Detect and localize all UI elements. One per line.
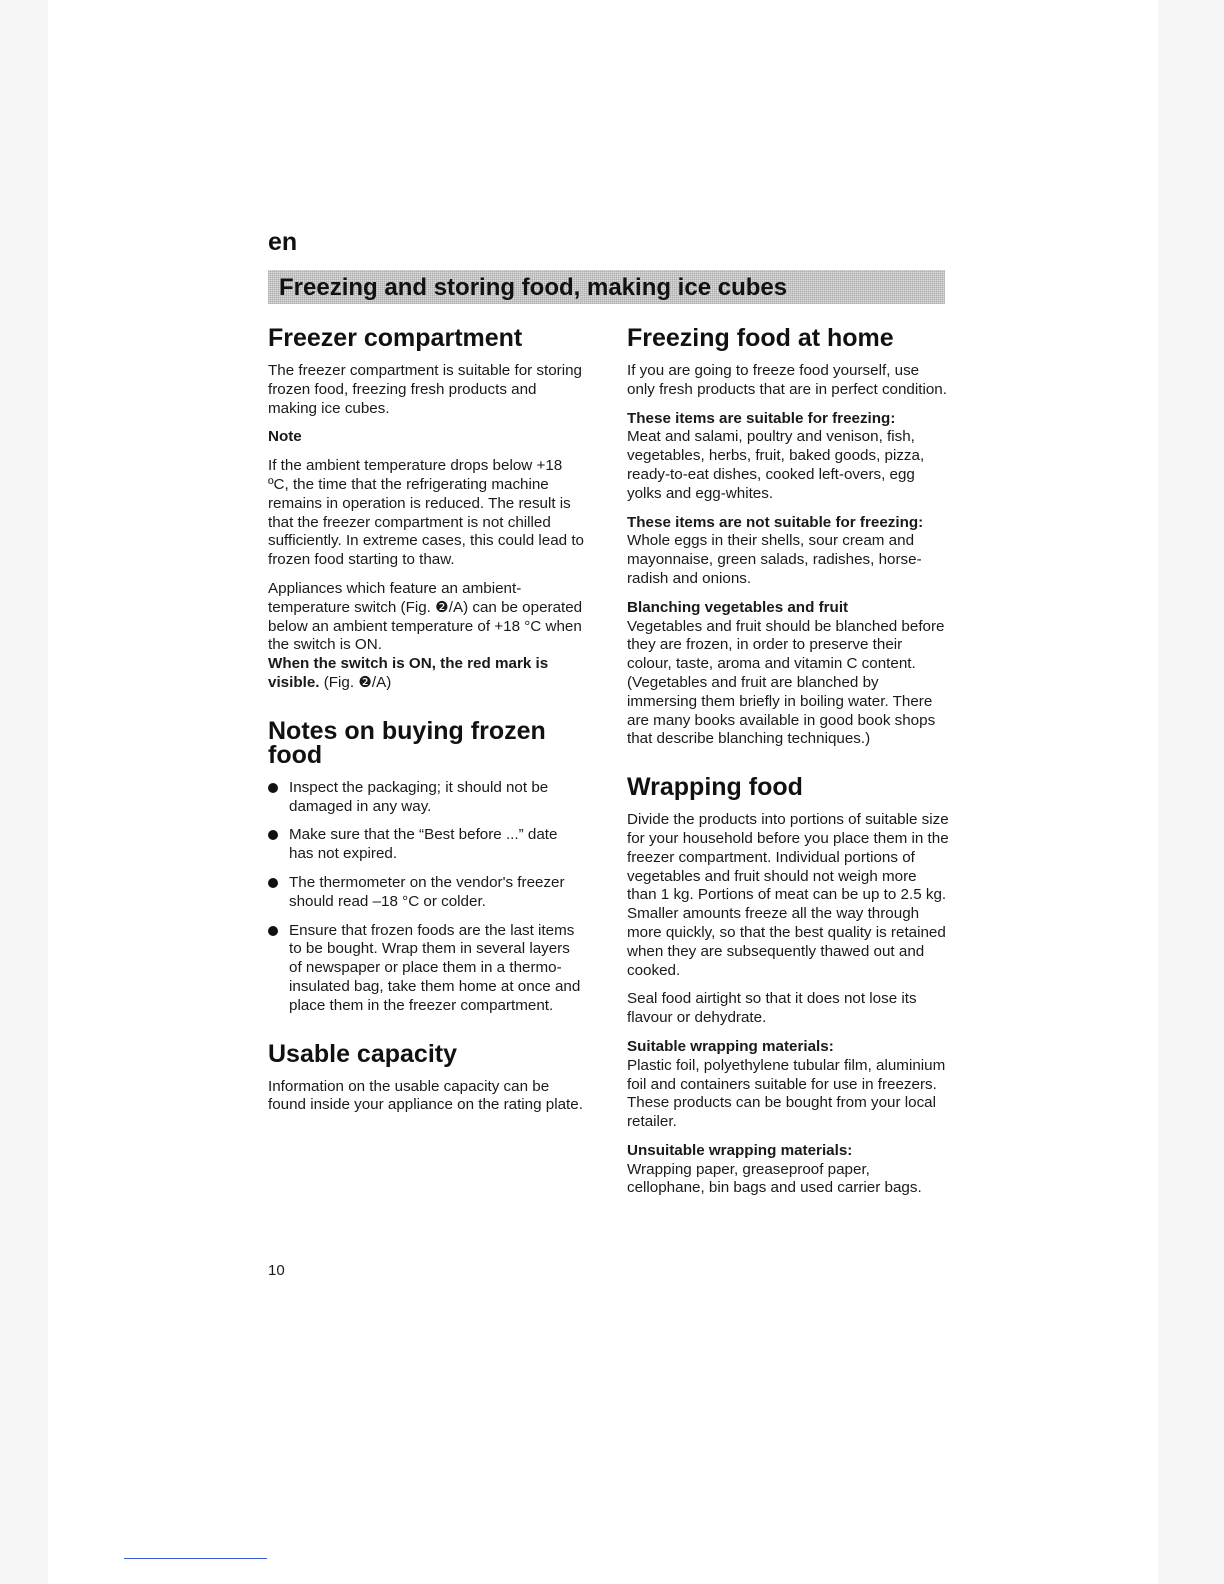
language-code: en — [268, 228, 298, 256]
bullet-icon — [268, 783, 278, 793]
bullet-icon — [268, 830, 278, 840]
unsuitable-freezing — [627, 514, 949, 589]
blanching-text: Vegetables and fruit should be blanched before they are frozen, in order to preserve their colour, taste, aroma and vitamin C content. (Vegetables and fruit are blanched by immersing them briefly in boiling water. There are many books available in good book shops that describe blanching techniques.) — [627, 617, 945, 748]
suitable-freezing — [627, 410, 949, 504]
buying-frozen-food-heading: Notes on buying frozen food — [268, 716, 546, 769]
unsuitable-freezing-text: Whole eggs in their shells, sour cream and mayonnaise, green salads, radishes, horse-radish and onions. — [627, 532, 922, 587]
freezing-at-home-heading: Freezing food at home — [627, 324, 894, 352]
suitable-freezing-label: These items are suitable for freezing: — [627, 409, 896, 427]
suitable-wrapping-label: Suitable wrapping materials: — [627, 1037, 834, 1055]
banner-title: Freezing and storing food, making ice cubes — [279, 274, 788, 301]
left-column — [268, 326, 586, 1125]
note-text: If the ambient temperature drops below +18 ºC, the time that the refrigerating machine remains in operation is reduced. The result is that the freezer compartment is not chilled sufficiently. In extreme cases, this could lead to frozen food starting to thaw. — [268, 457, 584, 569]
unsuitable-wrapping-label: Unsuitable wrapping materials: — [627, 1141, 853, 1159]
wrapping-intro: Divide the products into portions of suitable size for your household before you place them in the freezer compartment. Individual portions of vegetables and fruit should not weigh more than 1 kg. Portions of meat can be up to 2.5 kg. Smaller amounts freeze all the way through more quickly, so that the best quality is retained when they are subsequently thawed out and cooked. — [627, 811, 949, 979]
wrapping-food-heading: Wrapping food — [627, 773, 803, 802]
right-column — [627, 326, 949, 1208]
switch-paragraph — [268, 580, 586, 693]
section-banner — [268, 270, 945, 304]
bullet-icon — [268, 878, 278, 888]
bullet-icon — [268, 926, 278, 936]
switch-bold-text: When the switch is ON, the red mark is visible. — [268, 655, 549, 691]
suitable-freezing-text: Meat and salami, poultry and venison, fish, vegetables, herbs, fruit, baked goods, pizza, ready-to-eat dishes, cooked left-overs, egg yolks and egg-whites. — [627, 428, 925, 502]
list-item: Make sure that the “Best before ...” date has not expired. — [268, 826, 586, 864]
page-number: 10 — [268, 1262, 285, 1279]
blanching — [627, 599, 949, 749]
capacity-text: Information on the usable capacity can be found inside your appliance on the rating plate. — [268, 1077, 583, 1114]
blanching-label: Blanching vegetables and fruit — [627, 598, 849, 616]
unsuitable-wrapping — [627, 1142, 949, 1198]
list-item: Inspect the packaging; it should not be damaged in any way. — [268, 779, 586, 817]
switch-fig-ref: (Fig. ❷/A) — [319, 673, 392, 691]
suitable-wrapping — [627, 1038, 949, 1132]
page-sheet — [48, 0, 1158, 1584]
note-label: Note — [268, 428, 302, 446]
list-item: Ensure that frozen foods are the last items to be bought. Wrap them in several layers of newspaper or place them in a thermo-insulated bag, take them home at once and place them in the freezer compartment. — [268, 922, 586, 1016]
home-intro: If you are going to freeze food yourself, use only fresh products that are in perfect condition. — [627, 362, 947, 398]
switch-text: Appliances which feature an ambient-temperature switch (Fig. ❷/A) can be operated below an ambient temperature of +18 °C when the switch is ON. — [268, 579, 583, 654]
footer-line — [124, 1558, 267, 1559]
list-item: The thermometer on the vendor's freezer should read –18 °C or colder. — [268, 874, 586, 912]
wrapping-seal: Seal food airtight so that it does not lose its flavour or dehydrate. — [627, 990, 917, 1027]
unsuitable-freezing-label: These items are not suitable for freezing: — [627, 513, 924, 531]
suitable-wrapping-text: Plastic foil, polyethylene tubular film, aluminium foil and containers suitable for use in freezers. These products can be bought from your local retailer. — [627, 1056, 946, 1131]
buying-list — [268, 779, 586, 1016]
freezer-compartment-heading: Freezer compartment — [268, 324, 523, 352]
freezer-intro: The freezer compartment is suitable for storing frozen food, freezing fresh products and making ice cubes. — [268, 362, 583, 417]
unsuitable-wrapping-text: Wrapping paper, greaseproof paper, cellophane, bin bags and used carrier bags. — [627, 1160, 922, 1197]
usable-capacity-heading: Usable capacity — [268, 1039, 457, 1068]
